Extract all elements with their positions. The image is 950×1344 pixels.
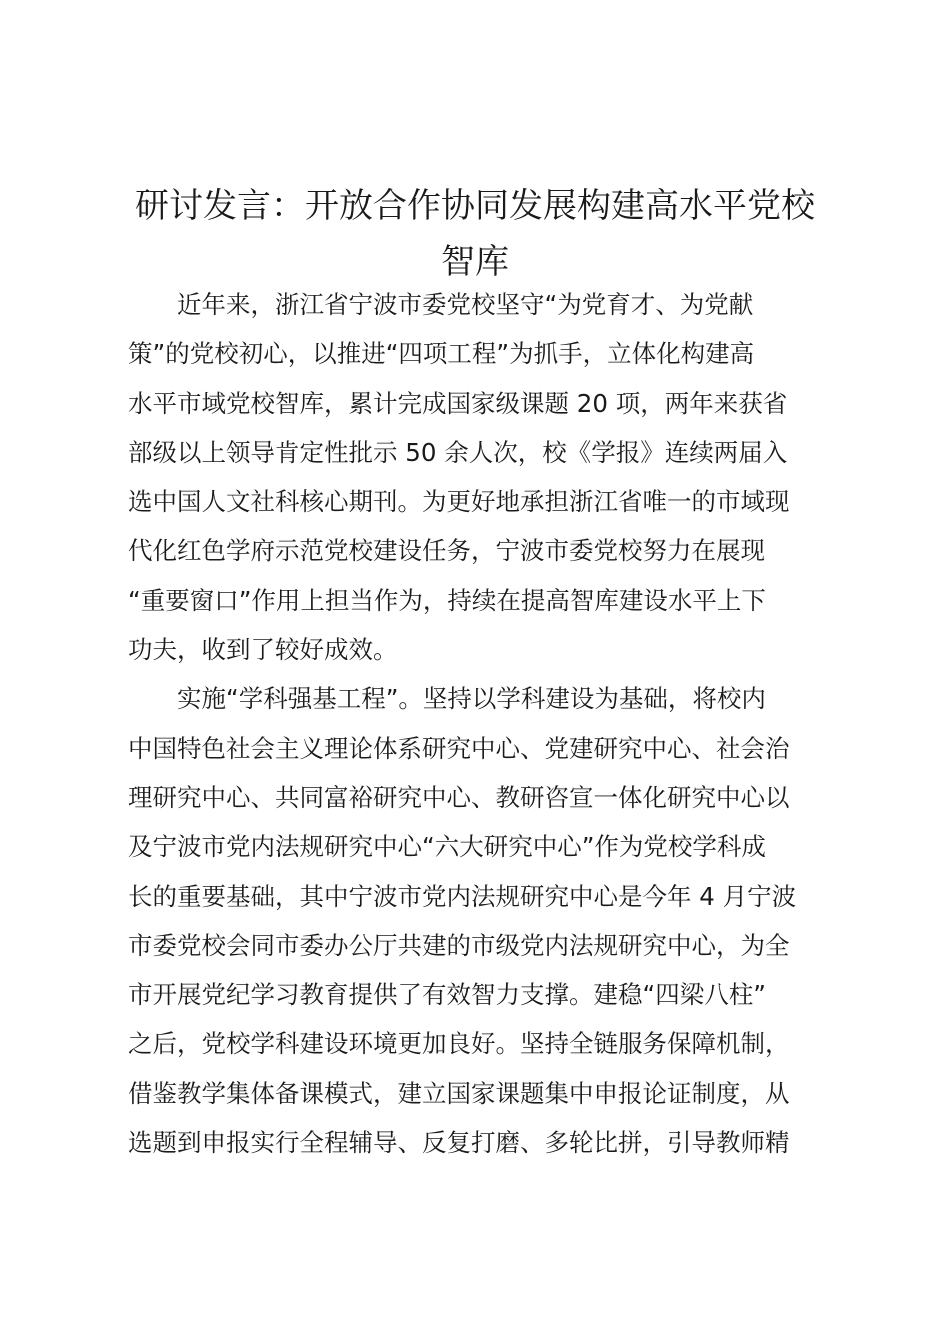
text-line: “重要窗口”作用上担当作为，持续在提高智库建设水平上下 xyxy=(128,585,766,615)
text-line: 近年来，浙江省宁波市委党校坚守“为党育才、为党献 xyxy=(128,290,754,319)
document-title xyxy=(100,178,850,290)
text-line: 选中国人文社科核心期刊。为更好地承担浙江省唯一的市域现 xyxy=(128,487,790,517)
title-line: 智库 xyxy=(441,242,509,282)
text-line: 之后，党校学科建设环境更加良好。坚持全链服务保障机制， xyxy=(128,1029,790,1059)
text-line: 部级以上领导肯定性批示 50 余人次，校《学报》连续两届入 xyxy=(128,437,788,467)
document-body xyxy=(128,280,832,1167)
text-line: 市委党校会同市委办公厅共建的市级党内法规研究中心，为全 xyxy=(128,930,790,960)
text-line: 实施“学科强基工程”。坚持以学科建设为基础，将校内 xyxy=(128,684,766,714)
text-line: 及宁波市党内法规研究中心“六大研究中心”作为党校学科成 xyxy=(128,832,766,862)
text-line: 代化红色学府示范党校建设任务，宁波市委党校努力在展现 xyxy=(128,536,765,566)
text-line: 选题到申报实行全程辅导、反复打磨、多轮比拼，引导教师精 xyxy=(128,1128,790,1158)
paragraph-intro xyxy=(128,280,832,674)
text-line: 理研究中心、共同富裕研究中心、教研咨宣一体化研究中心以 xyxy=(128,782,790,812)
paragraph-discipline xyxy=(128,674,832,1167)
text-line: 策”的党校初心，以推进“四项工程”为抓手，立体化构建高 xyxy=(128,339,755,369)
text-line: 中国特色社会主义理论体系研究中心、党建研究中心、社会治 xyxy=(128,733,790,763)
title-line: 研讨发言：开放合作协同发展构建高水平党校 xyxy=(135,186,815,226)
text-line: 功夫，收到了较好成效。 xyxy=(128,635,398,665)
text-line: 水平市域党校智库，累计完成国家级课题 20 项，两年来获省 xyxy=(128,388,788,418)
text-line: 借鉴教学集体备课模式，建立国家课题集中申报论证制度，从 xyxy=(128,1078,790,1108)
text-line: 长的重要基础，其中宁波市党内法规研究中心是今年 4 月宁波 xyxy=(128,881,797,911)
text-line: 市开展党纪学习教育提供了有效智力支撑。建稳“四梁八柱” xyxy=(128,980,766,1010)
